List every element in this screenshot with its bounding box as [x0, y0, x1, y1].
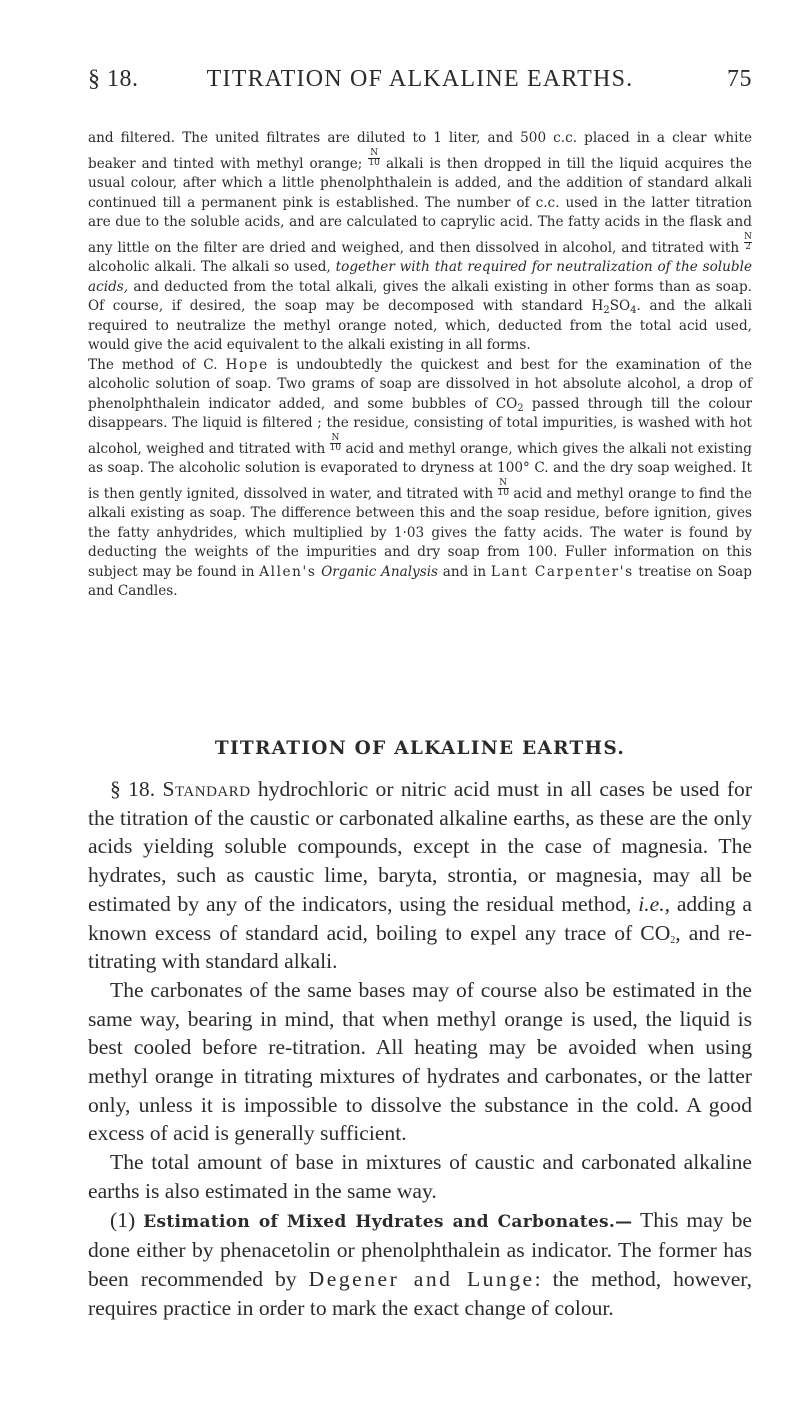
small-print-block	[88, 129, 752, 602]
author-name: Lant Carpenter's	[490, 563, 634, 580]
author-names: Degener and Lunge	[308, 1266, 535, 1291]
running-title: TITRATION OF ALKALINE EARTHS.	[206, 66, 634, 92]
section-number: § 18.	[88, 66, 139, 92]
paragraph-hope-method: The method of C. Hope is undoubtedly the quickest and best for the examination of the alcoholic solution of soap. Two grams of soap are dissolved in hot absolute alcohol, a drop of phenolphthalein indicator added, and some bubbles of $CO_2$ passed through till the colour disappears. The liquid is filtered ; the residue, consisting of total impurities, is washed with hot alcohol, weighed and titrated with $\frac{N}{10}$ acid and methyl orange, which gives the alkali not existing as soap. The alcoholic solution is evaporated to dryness at 100° C. and the dry soap weighed. It is then gently ignited, dissolved in water, and titrated with $\frac{N}{10}$ acid and methyl orange to find the alkali existing as soap. The difference between this and the soap residue, before ignition, gives the fatty anhydrides, which multiplied by 1·03 gives the fatty acids. The water is found by deducting the weights of the impurities and dry soap from 100. Fuller information on this subject may be found in Allen's Organic Analysis and in Lant Carpenter's treatise on Soap and Candles.	[88, 356, 753, 599]
fraction-n-10: $\frac{N}{10}$	[329, 432, 342, 453]
paragraph-standard-acid: § 18. Standard hydrochloric or nitric acid must in all cases be used for the titration of the caustic or carbonated alkaline earths, as these are the only acids yielding soluble compounds, except in the case of magnesia. The hydrates, such as caustic lime, baryta, strontia, or magnesia, may all be estimated by any of the indicators, using the residual method, i.e., adding a known excess of standard acid, boiling to expel any trace of $CO_2$, and re-titrating with standard alkali.	[88, 777, 753, 974]
author-name: Allen's	[259, 563, 317, 580]
subsection-title: Estimation of Mixed Hydrates and Carbonates.—	[143, 1211, 633, 1232]
fraction-n-2: $\frac{N}{2}$	[744, 231, 752, 252]
italic-phrase: together with that required for neutralization of the soluble acids,	[88, 259, 752, 295]
fraction-n-10: $\frac{N}{10}$	[368, 147, 380, 168]
paragraph-total-base: The total amount of base in mixtures of caustic and carbonated alkaline earths is also estimated in the same way.	[88, 1150, 752, 1203]
book-title: Organic Analysis	[321, 563, 439, 580]
main-text-block	[88, 775, 752, 1322]
paragraph-soap-titration: and filtered. The united filtrates are diluted to 1 liter, and 500 c.c. placed in a clear white beaker and tinted with methyl orange; $\frac{N}{10}$ alkali is then dropped in till the liquid acquires the usual colour, after which a little phenolphthalein is added, and the addition of standard alkali continued till a permanent pink is established. The number of c.c. used in the latter titration are due to the soluble acids, and are calculated to caprylic acid. The fatty acids in the flask and any little on the filter are dried and weighed, and then dissolved in alcohol, and titrated with $\frac{N}{2}$ alcoholic alkali. The alkali so used, together with that required for neutralization of the soluble acids, and deducted from the total alkali, gives the alkali existing in other forms than as soap. Of course, if desired, the soap may be decomposed with standard $H_2SO_4$. and the alkali required to neutralize the methyl orange noted, which, deducted from the total acid used, would give the acid equivalent to the alkali existing in all forms.	[88, 130, 753, 353]
page-number: 75	[727, 66, 752, 92]
running-head	[88, 66, 752, 96]
paragraph-mixed-hydrates: (1) Estimation of Mixed Hydrates and Carbonates.— This may be done either by phenacetolin or phenolphthalein as indicator. The former has been recommended by Degener and Lunge: the method, however, requires practice in order to mark the exact change of colour.	[88, 1207, 753, 1320]
author-name: Hope	[225, 356, 269, 373]
fraction-n-10: $\frac{N}{10}$	[497, 477, 509, 498]
paragraph-carbonates: The carbonates of the same bases may of course also be estimated in the same way, bearing in mind, that when methyl orange is used, the liquid is best cooled before re-titration. All heating may be avoided when using methyl orange in titrating mixtures of hydrates and carbonates, or the latter only, unless it is impossible to dissolve the substance in the cold. A good excess of acid is generally sufficient.	[88, 977, 752, 1146]
section-heading: TITRATION OF ALKALINE EARTHS.	[214, 738, 626, 759]
